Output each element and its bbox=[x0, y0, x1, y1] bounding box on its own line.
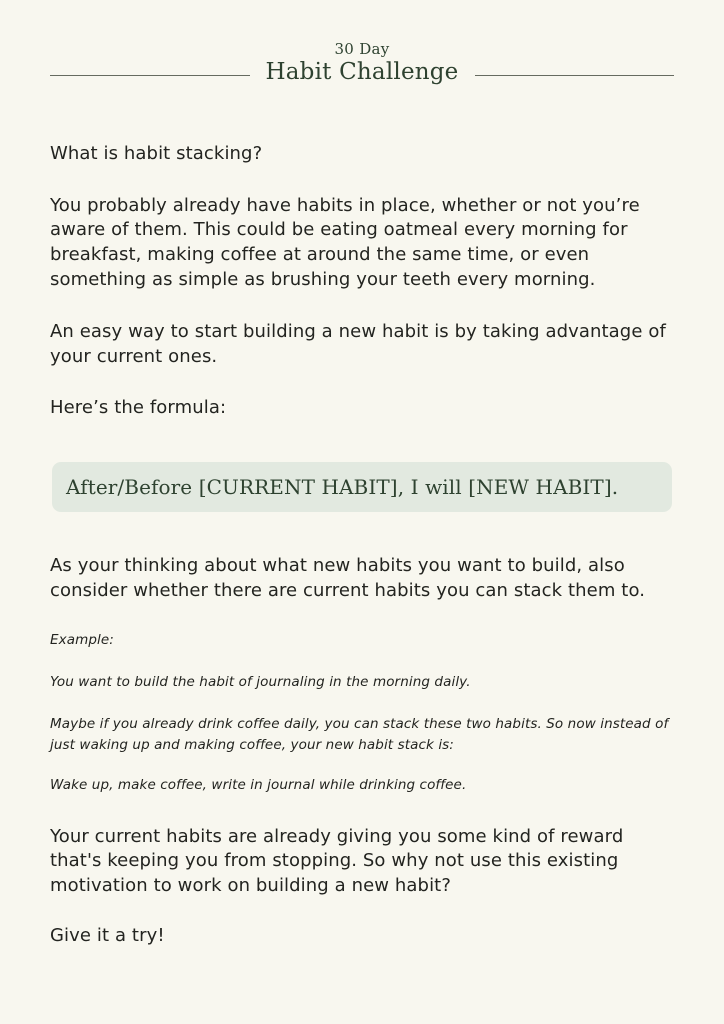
question-heading: What is habit stacking? bbox=[50, 143, 263, 164]
header-divider-right bbox=[475, 75, 675, 76]
page-title: Habit Challenge bbox=[265, 59, 459, 85]
closing-text: Give it a try! bbox=[50, 924, 165, 946]
example-line-2: Maybe if you already drink coffee daily, you can stack these two habits. So now instead of just waking up and making coffee, your new habit stack is: bbox=[50, 715, 669, 754]
formula-lead-text: Here’s the formula: bbox=[50, 396, 227, 418]
header-divider-left bbox=[50, 75, 250, 76]
title-block bbox=[266, 40, 459, 86]
page-subtitle: 30 Day bbox=[334, 40, 390, 58]
paragraph-easy-way: An easy way to start building a new habit is by taking advantage of your current ones. bbox=[50, 321, 666, 367]
paragraph-reward: Your current habits are already giving you some kind of reward that's keeping you from stopping. So why not use this existing motivation to work on building a new habit? bbox=[50, 825, 624, 896]
formula-text: After/Before [CURRENT HABIT], I will [NEW HABIT]. bbox=[66, 475, 619, 500]
example-line-3: Wake up, make coffee, write in journal while drinking coffee. bbox=[50, 776, 467, 793]
page-header bbox=[0, 0, 724, 86]
formula-highlight-box bbox=[52, 462, 672, 512]
paragraph-intro: You probably already have habits in place, whether or not you’re aware of them. This could be eating oatmeal every morning for breakfast, making coffee at around the same time, or even something as simple as brushing your teeth every morning. bbox=[50, 194, 640, 290]
example-line-1: You want to build the habit of journaling in the morning daily. bbox=[50, 674, 471, 691]
example-label: Example: bbox=[50, 631, 114, 648]
paragraph-consider: As your thinking about what new habits you want to build, also consider whether there are current habits you can stack them to. bbox=[50, 555, 646, 601]
page-content bbox=[0, 142, 724, 948]
